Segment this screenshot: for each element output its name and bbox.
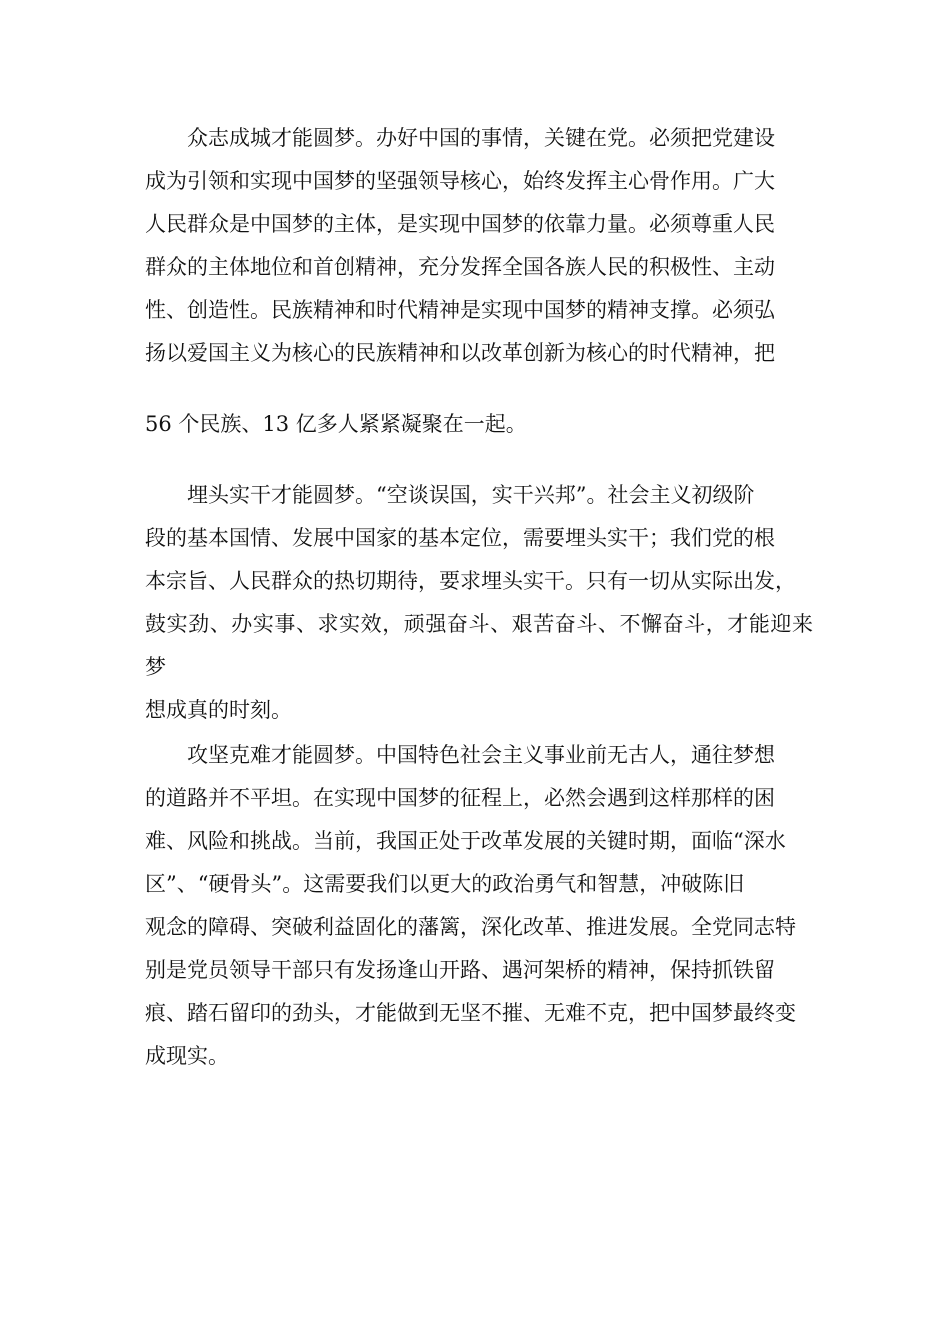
text-line: 成现实。 (145, 1044, 229, 1068)
text-line: 段的基本国情、发展中国家的基本定位，需要埋头实干；我们党的根 (145, 526, 775, 550)
text-line: 众志成城才能圆梦。办好中国的事情，关键在党。必须把党建设 (187, 126, 775, 150)
text-line: 性、创造性。民族精神和时代精神是实现中国梦的精神支撑。必须弘 (145, 298, 775, 322)
paragraph-hard-work (145, 474, 813, 732)
text-line: 56 个民族、13 亿多人紧紧凝聚在一起。 (145, 412, 527, 436)
text-line: 痕、踏石留印的劲头，才能做到无坚不摧、无难不克，把中国梦最终变 (145, 1001, 796, 1025)
text-line: 埋头实干才能圆梦。“空谈误国，实干兴邦”。社会主义初级阶 (187, 483, 755, 507)
text-line: 扬以爱国主义为核心的民族精神和以改革创新为核心的时代精神，把 (145, 341, 775, 365)
paragraph-overcome-difficulties (145, 734, 813, 1078)
text-line: 区”、“硬骨头”。这需要我们以更大的政治勇气和智慧，冲破陈旧 (145, 872, 745, 896)
text-line: 本宗旨、人民群众的热切期待，要求埋头实干。只有一切从实际出发， (145, 569, 796, 593)
text-line: 难、风险和挑战。当前，我国正处于改革发展的关键时期，面临“深水 (145, 829, 786, 853)
text-line: 成为引领和实现中国梦的坚强领导核心，始终发挥主心骨作用。广大 (145, 169, 775, 193)
paragraph-unity (145, 117, 813, 375)
text-line: 观念的障碍、突破利益固化的藩篱，深化改革、推进发展。全党同志特 (145, 915, 796, 939)
text-line: 别是党员领导干部只有发扬逢山开路、遇河架桥的精神，保持抓铁留 (145, 958, 775, 982)
text-line: 攻坚克难才能圆梦。中国特色社会主义事业前无古人，通往梦想 (187, 743, 775, 767)
text-line: 人民群众是中国梦的主体，是实现中国梦的依靠力量。必须尊重人民 (145, 212, 775, 236)
document-page (145, 117, 813, 1078)
text-line: 鼓实劲、办实事、求实效，顽强奋斗、艰苦奋斗、不懈奋斗，才能迎来梦 (145, 612, 813, 679)
paragraph-unity-continued (145, 403, 813, 446)
text-line: 群众的主体地位和首创精神，充分发挥全国各族人民的积极性、主动 (145, 255, 775, 279)
text-line: 想成真的时刻。 (145, 698, 292, 722)
text-line: 的道路并不平坦。在实现中国梦的征程上，必然会遇到这样那样的困 (145, 786, 775, 810)
